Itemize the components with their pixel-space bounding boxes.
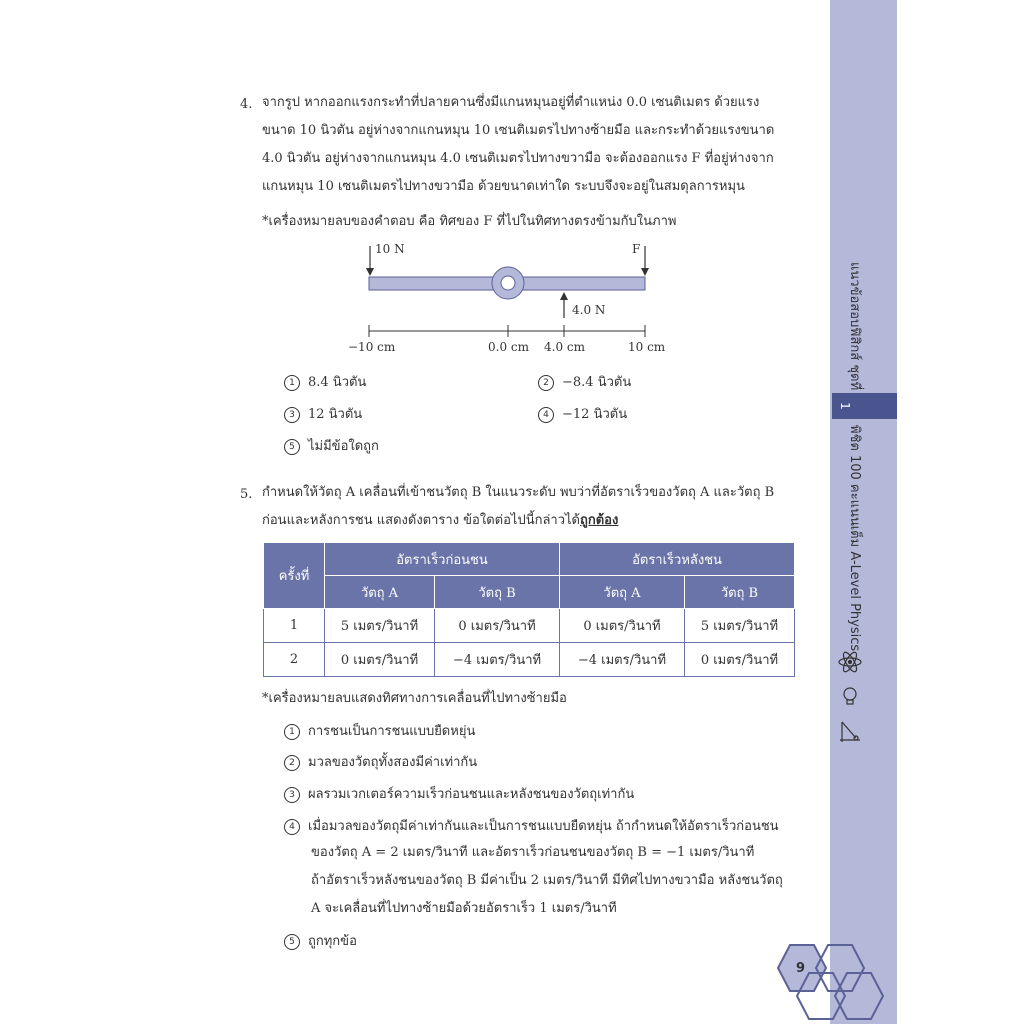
sidebar-series-title: พิชิต 100 คะแนนเต็ม A-Level Physics <box>847 425 862 652</box>
question-5-text <box>262 479 774 535</box>
choice-item[interactable] <box>284 435 379 456</box>
question-4-line: 4.0 นิวตัน อยู่ห่างจากแกนหมุน 4.0 เซนติเมตรไปทางขวามือ จะต้องออกแรง F ที่อยู่ห่างจาก <box>262 151 774 166</box>
choice-number: 5 <box>284 439 300 455</box>
question-4-line: จากรูป หากออกแรงกระทำที่ปลายคานซึ่งมีแกนหมุนอยู่ที่ตำแหน่ง 0.0 เซนติเมตร ด้วยแรง <box>262 95 760 110</box>
choice-item[interactable] <box>538 371 631 392</box>
choice-text-line: A จะเคลื่อนที่ไปทางซ้ายมือด้วยอัตราเร็ว 1 เมตร/วินาที <box>311 901 617 916</box>
choice-item[interactable] <box>284 930 357 951</box>
question-5-note: *เครื่องหมายลบแสดงทิศทางการเคลื่อนที่ไปทางซ้ายมือ <box>262 691 567 706</box>
force-left-arrowhead <box>366 268 374 276</box>
tick-label: 4.0 cm <box>544 340 585 354</box>
chapter-number: 1 <box>837 402 852 410</box>
choice-text-line: ของวัตถุ A = 2 เมตร/วินาที และอัตราเร็วก่อนชนของวัตถุ B = −1 เมตร/วินาที <box>311 845 755 860</box>
choice-number: 3 <box>284 787 300 803</box>
choice-item[interactable] <box>284 751 477 772</box>
tick-label: 10 cm <box>628 340 666 354</box>
choice-item[interactable] <box>284 371 366 392</box>
header-before: อัตราเร็วก่อนชน <box>325 543 560 576</box>
force-left-label: 10 N <box>375 242 405 256</box>
choice-item[interactable] <box>284 783 634 804</box>
hexagon-decoration <box>770 940 894 1024</box>
choice-item[interactable] <box>538 403 627 424</box>
question-5-line <box>262 507 774 535</box>
header-trial: ครั้งที่ <box>264 543 325 609</box>
choice-item[interactable] <box>284 403 362 424</box>
table-cell: 1 <box>264 609 325 643</box>
tick-label: −10 cm <box>348 340 396 354</box>
question-4-note: *เครื่องหมายลบของคำตอบ คือ ทิศของ F ที่ไปในทิศทางตรงข้ามกับในภาพ <box>262 214 677 229</box>
header-after: อัตราเร็วหลังชน <box>559 543 794 576</box>
question-4-line: ขนาด 10 นิวตัน อยู่ห่างจากแกนหมุน 10 เซนติเมตรไปทางซ้ายมือ และกระทำด้วยแรงขนาด <box>262 123 775 138</box>
header-after-a: วัตถุ A <box>559 576 684 609</box>
choice-text: ผลรวมเวกเตอร์ความเร็วก่อนชนและหลังชนของวัตถุเท่ากัน <box>308 787 635 802</box>
choice-text-line: ถ้าอัตราเร็วหลังชนของวัตถุ B มีค่าเป็น 2 เมตร/วินาที มีทิศไปทางขวามือ หลังชนวัตถุ <box>311 873 783 888</box>
choice-number: 2 <box>284 755 300 771</box>
vector-angle-icon <box>840 722 860 742</box>
choice-item[interactable] <box>284 720 475 741</box>
choice-text: ถูกทุกข้อ <box>308 934 357 949</box>
table-cell: 2 <box>264 643 325 677</box>
choice-number: 1 <box>284 724 300 740</box>
velocity-table <box>263 542 795 677</box>
table-row <box>264 609 795 643</box>
choice-text: มวลของวัตถุทั้งสองมีค่าเท่ากัน <box>308 755 478 770</box>
choice-text: เมื่อมวลของวัตถุมีค่าเท่ากันและเป็นการชนแบบยืดหยุ่น ถ้ากำหนดให้อัตราเร็วก่อนชน <box>308 819 779 834</box>
sidebar-icons <box>836 646 864 746</box>
choice-number: 5 <box>284 934 300 950</box>
lightbulb-icon <box>844 688 856 704</box>
question-4-line: แกนหมุน 10 เซนติเมตรไปทางขวามือ ด้วยขนาดเท่าใด ระบบจึงจะอยู่ในสมดุลการหมุน <box>262 179 745 194</box>
force-up-arrowhead <box>560 292 568 300</box>
table-cell: −4 เมตร/วินาที <box>559 643 684 677</box>
question-4-number: 4. <box>240 97 253 112</box>
choice-text: การชนเป็นการชนแบบยืดหยุ่น <box>308 724 476 739</box>
choice-text: 8.4 นิวตัน <box>308 375 367 390</box>
table-cell: 0 เมตร/วินาที <box>435 609 560 643</box>
force-up-label: 4.0 N <box>572 303 606 317</box>
page-number: 9 <box>796 961 806 976</box>
atom-icon <box>839 650 861 673</box>
table-cell: 0 เมตร/วินาที <box>559 609 684 643</box>
choice-number: 3 <box>284 407 300 423</box>
choice-text: ไม่มีข้อใดถูก <box>308 439 379 454</box>
table-cell: −4 เมตร/วินาที <box>435 643 560 677</box>
tick-label: 0.0 cm <box>488 340 529 354</box>
choice-text: −8.4 นิวตัน <box>562 375 632 390</box>
choice-number: 4 <box>538 407 554 423</box>
table-row <box>264 643 795 677</box>
hexagon-outline <box>835 973 883 1019</box>
choice-number: 4 <box>284 819 300 835</box>
choice-number: 2 <box>538 375 554 391</box>
emphasis-correct: ถูกต้อง <box>580 513 619 528</box>
table-cell: 0 เมตร/วินาที <box>325 643 435 677</box>
table-cell: 5 เมตร/วินาที <box>325 609 435 643</box>
choice-item[interactable] <box>284 815 779 836</box>
question-5-line: กำหนดให้วัตถุ A เคลื่อนที่เข้าชนวัตถุ B ในแนวระดับ พบว่าที่อัตราเร็วของวัตถุ A และวัตถุ B <box>262 485 775 500</box>
force-right-label: F <box>632 242 641 256</box>
choice-text: 12 นิวตัน <box>308 407 363 422</box>
header-before-a: วัตถุ A <box>325 576 435 609</box>
pivot-hole <box>501 276 515 290</box>
force-right-arrowhead <box>641 268 649 276</box>
choice-number: 1 <box>284 375 300 391</box>
choice-4-continuation <box>311 839 783 923</box>
sidebar-book-title: แนวข้อสอบฟิสิกส์ ชุดที่ <box>847 262 862 391</box>
question-5-line2: ก่อนและหลังการชน แสดงดังตาราง ข้อใดต่อไปนี้กล่าวได้ <box>262 513 580 528</box>
choice-text: −12 นิวตัน <box>562 407 628 422</box>
table-cell: 0 เมตร/วินาที <box>684 643 794 677</box>
header-after-b: วัตถุ B <box>684 576 794 609</box>
question-4-text <box>262 89 774 201</box>
header-before-b: วัตถุ B <box>435 576 560 609</box>
table-cell: 5 เมตร/วินาที <box>684 609 794 643</box>
question-5-number: 5. <box>240 487 253 502</box>
